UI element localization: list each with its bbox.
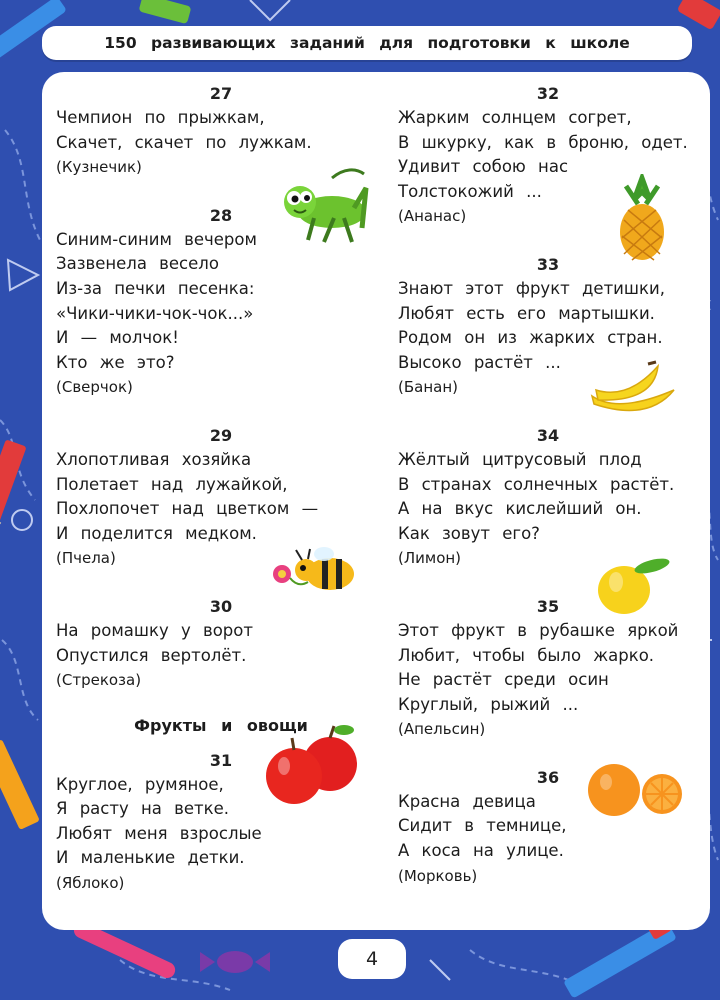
- riddle-line: Красна девица: [398, 791, 536, 811]
- riddle-number: 27: [209, 84, 233, 103]
- pencil-top-right-icon: [677, 0, 720, 30]
- riddle-30: [56, 595, 386, 693]
- riddle-line: Кто же это?: [56, 352, 175, 372]
- riddle-line: Хлопотливая хозяйка: [56, 449, 252, 469]
- riddle-number: 32: [536, 84, 560, 103]
- riddle-line: Полетает над лужайкой,: [56, 474, 288, 494]
- riddle-line: Любят есть его мартышки.: [398, 303, 655, 323]
- riddle-line: На ромашку у ворот: [56, 620, 253, 640]
- riddle-number: 33: [536, 254, 560, 274]
- riddle-line: Этот фрукт в рубашке яркой: [398, 620, 679, 640]
- riddle-line: В шкурку, как в броню, одет.: [398, 132, 688, 152]
- riddle-line: И — молчок!: [56, 328, 179, 348]
- page-number: 4: [338, 939, 406, 979]
- riddle-line: Жёлтый цитрусовый плод: [398, 449, 642, 469]
- riddle-answer: (Лимон): [398, 549, 462, 568]
- riddle-line: Я расту на ветке.: [56, 799, 229, 819]
- content-panel: [42, 72, 710, 930]
- riddle-number: 36: [536, 767, 560, 787]
- riddle-line: Жарким солнцем согрет,: [398, 108, 632, 127]
- apple-icon: [264, 722, 360, 808]
- riddle-answer: (Пчела): [56, 549, 116, 568]
- riddle-line: В странах солнечных растёт.: [398, 474, 675, 494]
- riddle-answer: (Банан): [398, 378, 458, 397]
- riddle-number: 35: [536, 596, 560, 616]
- riddle-number: 34: [536, 425, 560, 445]
- riddle-line: Не растёт среди осин: [398, 670, 609, 690]
- riddle-answer: (Апельсин): [398, 720, 486, 739]
- riddle-answer: (Яблоко): [56, 874, 125, 893]
- candy-icon: [200, 951, 270, 973]
- page-header: [42, 26, 692, 60]
- riddle-line: Круглое, румяное,: [56, 774, 224, 794]
- riddle-line: Как зовут его?: [398, 523, 540, 543]
- lemon-icon: [594, 554, 674, 620]
- riddle-answer: (Морковь): [398, 866, 478, 885]
- riddle-line: Круглый, рыжий ...: [398, 694, 579, 714]
- riddle-line: Любит, чтобы было жарко.: [398, 645, 655, 665]
- riddle-line: И поделится медком.: [56, 523, 257, 543]
- riddle-line: Удивит собою нас: [398, 157, 569, 177]
- orange-icon: [586, 762, 686, 818]
- riddle-line: И маленькие детки.: [56, 848, 245, 868]
- riddle-answer: (Сверчок): [56, 378, 133, 397]
- riddle-number: 28: [209, 205, 233, 225]
- header-title: 150 развивающих заданий для подготовки к школе: [104, 34, 630, 52]
- riddle-line: А коса на улице.: [398, 841, 564, 861]
- riddle-number: 30: [209, 596, 233, 616]
- grasshopper-icon: [274, 168, 370, 248]
- riddle-line: Опустился вертолёт.: [56, 645, 247, 665]
- riddle-answer: (Стрекоза): [56, 671, 142, 690]
- riddle-line: Любят меня взрослые: [56, 823, 262, 843]
- riddle-line: Высоко растёт ...: [398, 352, 561, 372]
- riddle-line: Скачет, скачет по лужкам.: [56, 132, 312, 152]
- riddle-line: Толстокожий ...: [398, 181, 542, 201]
- riddle-line: Похлопочет над цветком —: [56, 499, 319, 519]
- riddle-number: 31: [209, 750, 233, 770]
- section-title: Фрукты и овощи: [134, 715, 308, 735]
- banana-icon: [588, 360, 680, 424]
- crayon-top-icon: [139, 0, 192, 24]
- riddle-line: Чемпион по прыжкам,: [56, 108, 265, 127]
- riddle-34: [398, 424, 698, 571]
- riddle-answer: (Ананас): [398, 207, 467, 226]
- riddle-line: Зазвенела весело: [56, 254, 219, 274]
- pencil-bottom-left-icon: [0, 739, 40, 830]
- riddle-line: Родом он из жарких стран.: [398, 328, 663, 348]
- riddle-line: «Чики-чики-чок-чок...»: [56, 303, 254, 323]
- riddle-line: А на вкус кислейший он.: [398, 499, 642, 519]
- bee-icon: [268, 544, 358, 604]
- riddle-line: Из-за печки песенка:: [56, 278, 255, 298]
- riddle-line: Знают этот фрукт детишки,: [398, 278, 665, 298]
- riddle-27: [56, 82, 386, 180]
- riddle-answer: (Кузнечик): [56, 158, 142, 177]
- riddle-number: 29: [209, 425, 233, 445]
- riddle-line: Сидит в темнице,: [398, 816, 567, 836]
- riddle-line: Синим-синим вечером: [56, 229, 257, 249]
- pineapple-icon: [614, 174, 670, 262]
